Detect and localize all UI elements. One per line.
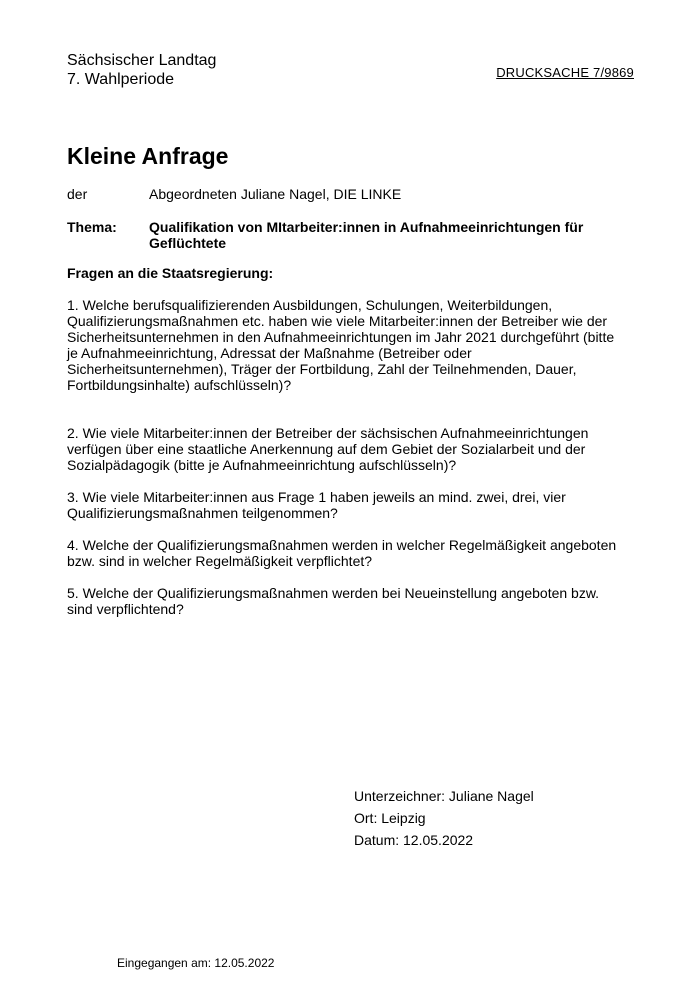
header-parliament-block <box>67 51 216 89</box>
signature-date: Datum: 12.05.2022 <box>354 832 474 848</box>
signature-block <box>354 785 534 851</box>
legislative-period: 7. Wahlperiode <box>67 71 175 88</box>
question-item: 5. Welche der Qualifizierungsmaßnahmen werden bei Neueinstellung angeboten bzw. sind verpflichtend? <box>67 585 600 617</box>
question-item: 1. Welche berufsqualifizierenden Ausbildungen, Schulungen, Weiterbildungen, Qualifizierungsmaßnahmen etc. haben wie viele Mitarbeiter:innen der Betreiber wie der Sicherheitsunternehmen in den Aufnahmeeinrichtungen im Jahr 2021 durchgeführt (bitte je Aufnahmeeinrichtung, Adressat der Maßnahme (Betreiber oder Sicherheitsunternehmen), Träger der Fortbildung, Zahl der Teilnehmenden, Dauer, Fortbildungsinhalte) aufschlüsseln)? <box>67 297 615 393</box>
question-item: 2. Wie viele Mitarbeiter:innen der Betreiber der sächsischen Aufnahmeeinrichtungen verfügen über eine staatliche Anerkennung auf dem Gebiet der Sozialarbeit und der Sozialpädagogik (bitte je Aufnahmeeinrichtung aufschlüsseln)? <box>67 425 589 473</box>
signatory: Unterzeichner: Juliane Nagel <box>354 788 534 804</box>
author-label: der <box>67 186 88 202</box>
drucksache-number: DRUCKSACHE 7/9869 <box>496 65 634 80</box>
questions-list <box>67 297 627 633</box>
author-value: Abgeordneten Juliane Nagel, DIE LINKE <box>149 186 402 202</box>
questions-heading: Fragen an die Staatsregierung: <box>67 265 274 281</box>
signature-place: Ort: Leipzig <box>354 810 426 826</box>
topic-label: Thema: <box>67 219 117 235</box>
topic-value: Qualifikation von MItarbeiter:innen in Aufnahmeeinrichtungen für Geflüchtete <box>149 219 584 251</box>
page-title: Kleine Anfrage <box>67 143 229 169</box>
question-item: 3. Wie viele Mitarbeiter:innen aus Frage 1 haben jeweils an mind. zwei, drei, vier Qualifizierungsmaßnahmen teilgenommen? <box>67 489 566 521</box>
received-date: Eingegangen am: 12.05.2022 <box>117 956 275 970</box>
parliament-name: Sächsischer Landtag <box>67 52 217 69</box>
question-item: 4. Welche der Qualifizierungsmaßnahmen werden in welcher Regelmäßigkeit angeboten bzw. sind in welcher Regelmäßigkeit verpflichtet? <box>67 537 617 569</box>
